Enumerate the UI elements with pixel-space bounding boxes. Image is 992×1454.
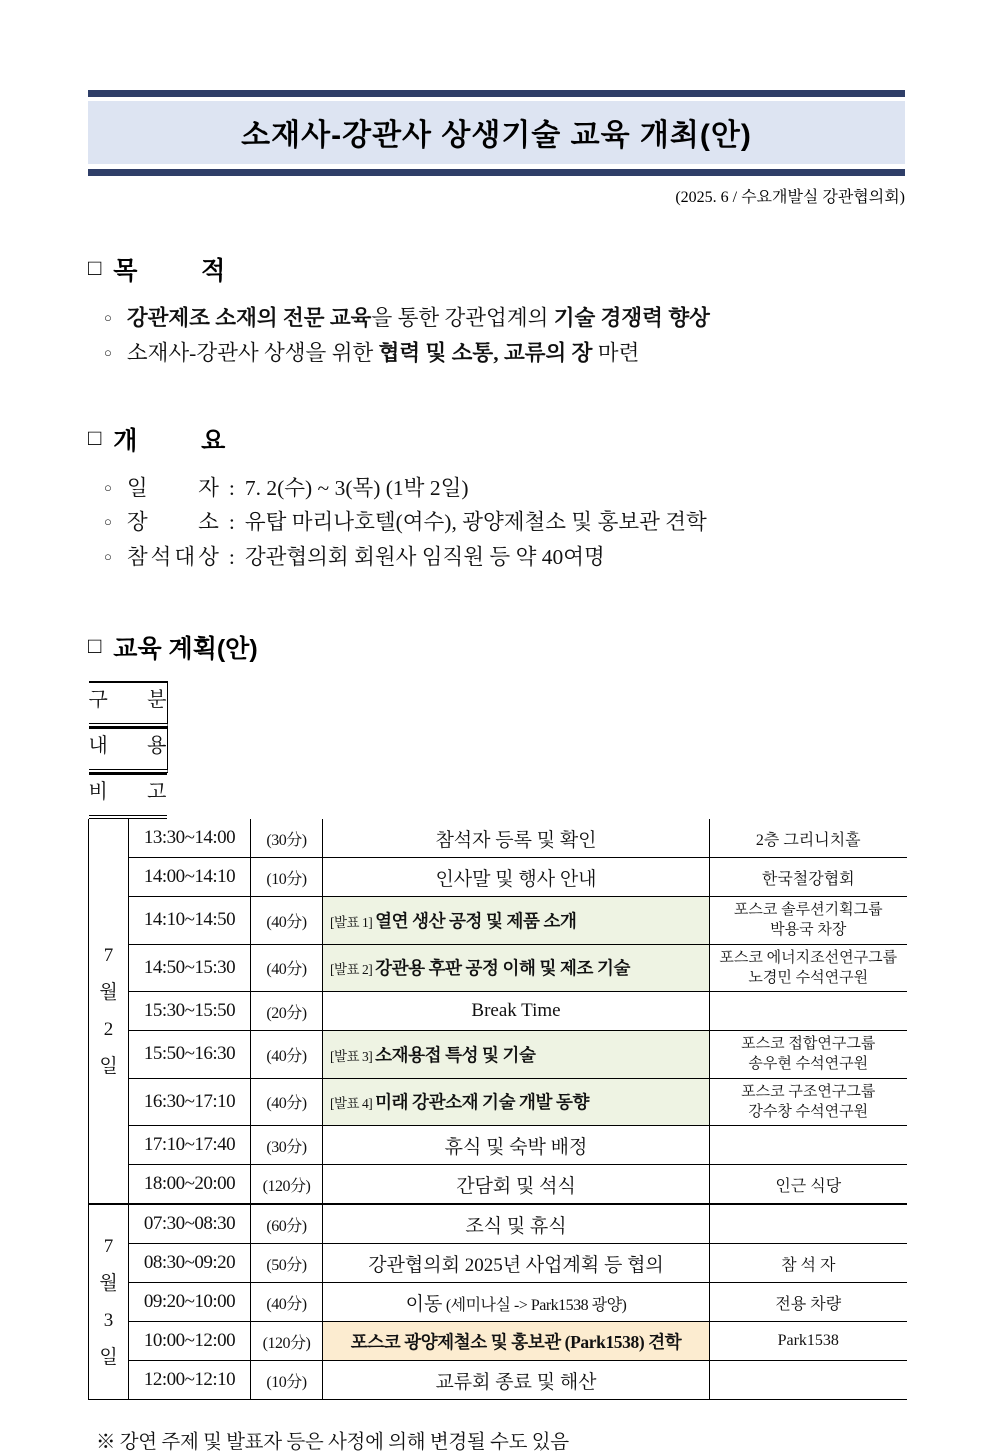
content-cell	[323, 1322, 710, 1361]
circle-bullet-icon: ○	[104, 479, 112, 495]
time-cell: 10:00~12:00	[129, 1322, 251, 1361]
note-cell: 2층 그리니치홀	[710, 819, 907, 858]
content-text: 교류회 종료 및 해산	[435, 1371, 597, 1393]
table-row	[89, 944, 907, 992]
overview-item	[88, 505, 905, 540]
note-cell	[710, 1126, 907, 1165]
content-text: 휴식 및 숙박 배정	[444, 1136, 588, 1158]
note-cell: 포스코 에너지조선연구그룹 노경민 수석연구원	[710, 944, 907, 992]
purpose-item-text: 소재사-강관사 상생을 위한 협력 및 소통, 교류의 장 마련	[126, 340, 640, 365]
title-banner-fill	[88, 101, 905, 164]
section-heading-overview	[88, 421, 905, 457]
presentation-label: [발표 1]	[330, 914, 376, 930]
overview-item-value: 7. 2(수) ~ 3(목) (1박 2일)	[244, 475, 469, 500]
table-row	[89, 1322, 907, 1361]
note-cell	[710, 992, 907, 1031]
note-cell: 전용 차량	[710, 1283, 907, 1322]
duration-cell: (50分)	[251, 1244, 323, 1283]
time-cell: 07:30~08:30	[129, 1204, 251, 1244]
duration-cell: (40分)	[251, 1031, 323, 1079]
note-cell	[710, 1361, 907, 1400]
table-row	[89, 1283, 907, 1322]
overview-item-value: 유탑 마리나호텔(여수), 광양제철소 및 홍보관 견학	[244, 510, 707, 535]
content-cell	[323, 944, 710, 992]
column-header-note: 비 고	[89, 773, 167, 819]
section-heading-purpose	[88, 251, 905, 287]
circle-bullet-icon: ○	[104, 310, 112, 325]
title-banner	[88, 90, 905, 176]
column-header-category: 구 분	[89, 681, 168, 727]
note-cell: 참 석 자	[710, 1244, 907, 1283]
table-row	[89, 1244, 907, 1283]
duration-cell: (120分)	[251, 1322, 323, 1361]
day-cell: 7 월 3 일	[89, 1204, 129, 1400]
circle-bullet-icon: ○	[104, 344, 112, 360]
overview-item-colon: :	[228, 545, 235, 570]
table-row	[89, 858, 907, 897]
table-row	[89, 1165, 907, 1205]
table-row	[89, 1204, 907, 1244]
section-heading-purpose-text: 목 적	[113, 257, 226, 285]
content-cell	[323, 1078, 710, 1126]
duration-cell: (30分)	[251, 1126, 323, 1165]
time-cell: 09:20~10:00	[129, 1283, 251, 1322]
time-cell: 14:00~14:10	[129, 858, 251, 897]
purpose-item	[88, 336, 905, 371]
overview-item-value: 강관협의회 회원사 임직원 등 약 40여명	[244, 545, 605, 570]
table-header-row	[89, 681, 907, 819]
duration-cell: (40分)	[251, 944, 323, 992]
purpose-list	[88, 301, 905, 371]
overview-item-colon: :	[228, 510, 235, 535]
content-text: 참석자 등록 및 확인	[435, 829, 597, 851]
duration-cell: (20分)	[251, 992, 323, 1031]
content-text: 포스코 광양제철소 및 홍보관 (Park1538) 견학	[350, 1331, 682, 1352]
content-text-small: (세미나실 -> Park1538 광양)	[442, 1296, 627, 1314]
circle-bullet-icon: ○	[104, 514, 112, 530]
content-cell	[323, 858, 710, 897]
duration-cell: (10分)	[251, 1361, 323, 1400]
section-heading-overview-text: 개 요	[113, 426, 226, 455]
table-row	[89, 1031, 907, 1079]
overview-item-label: 장 소	[126, 510, 219, 535]
time-cell: 15:30~15:50	[129, 992, 251, 1031]
content-cell	[323, 1283, 710, 1322]
overview-item-colon: :	[228, 475, 235, 500]
content-cell	[323, 1204, 710, 1244]
note-cell	[710, 1204, 907, 1244]
content-cell	[323, 1165, 710, 1205]
overview-list	[88, 471, 905, 575]
time-cell: 13:30~14:00	[129, 819, 251, 858]
content-cell	[323, 1031, 710, 1079]
footnote: ※ 강연 주제 및 발표자 등은 사정에 의해 변경될 수도 있음	[96, 1432, 569, 1454]
duration-cell: (40分)	[251, 1283, 323, 1322]
note-cell: Park1538	[710, 1322, 907, 1361]
time-cell: 08:30~09:20	[129, 1244, 251, 1283]
time-cell: 15:50~16:30	[129, 1031, 251, 1079]
time-cell: 14:50~15:30	[129, 944, 251, 992]
document-meta: (2025. 6 / 수요개발실 강관협의회)	[675, 189, 905, 206]
duration-cell: (60分)	[251, 1204, 323, 1244]
note-cell: 포스코 솔루션기획그룹 박용국 차장	[710, 897, 907, 945]
content-cell	[323, 992, 710, 1031]
overview-item-label: 참 석 대 상	[126, 545, 219, 570]
table-row	[89, 992, 907, 1031]
square-bullet-icon: □	[88, 424, 102, 450]
note-cell: 포스코 구조연구그룹 강수창 수석연구원	[710, 1078, 907, 1126]
circle-bullet-icon: ○	[104, 549, 112, 565]
purpose-item	[88, 301, 905, 336]
table-row	[89, 897, 907, 945]
time-cell: 17:10~17:40	[129, 1126, 251, 1165]
overview-item	[88, 471, 905, 506]
duration-cell: (120分)	[251, 1165, 323, 1205]
content-cell	[323, 1244, 710, 1283]
content-cell	[323, 1126, 710, 1165]
content-text: 소재용접 특성 및 기술	[375, 1044, 536, 1065]
purpose-item-text: 강관제조 소재의 전문 교육을 통한 강관업계의 기술 경쟁력 향상	[126, 306, 710, 330]
square-bullet-icon: □	[88, 255, 102, 280]
content-text: 인사말 및 행사 안내	[435, 868, 597, 890]
time-cell: 18:00~20:00	[129, 1165, 251, 1205]
content-cell	[323, 897, 710, 945]
section-heading-plan	[88, 629, 905, 665]
overview-item	[88, 540, 905, 575]
duration-cell: (40分)	[251, 1078, 323, 1126]
content-text: 간담회 및 석식	[456, 1175, 576, 1197]
table-row	[89, 1078, 907, 1126]
overview-item-label: 일 자	[126, 475, 219, 500]
note-cell: 인근 식당	[710, 1165, 907, 1205]
square-bullet-icon: □	[88, 633, 102, 659]
presentation-label: [발표 2]	[330, 962, 376, 978]
content-text: 열연 생산 공정 및 제품 소개	[375, 910, 577, 931]
content-cell	[323, 1361, 710, 1400]
time-cell: 12:00~12:10	[129, 1361, 251, 1400]
content-cell	[323, 819, 710, 858]
column-header-content: 내 용	[89, 727, 168, 773]
content-text: 미래 강관소재 기술 개발 동향	[375, 1092, 590, 1113]
time-cell: 16:30~17:10	[129, 1078, 251, 1126]
note-cell: 포스코 접합연구그룹 송우현 수석연구원	[710, 1031, 907, 1079]
table-row	[89, 1361, 907, 1400]
content-text: 조식 및 휴식	[465, 1215, 567, 1237]
content-text: 이동	[405, 1293, 443, 1315]
content-text: 강관용 후판 공정 이해 및 제조 기술	[375, 958, 630, 979]
presentation-label: [발표 3]	[330, 1048, 376, 1064]
content-text: Break Time	[471, 1000, 561, 1022]
day-cell: 7 월 2 일	[89, 819, 129, 1204]
table-row	[89, 819, 907, 858]
presentation-label: [발표 4]	[330, 1096, 376, 1112]
duration-cell: (10分)	[251, 858, 323, 897]
time-cell: 14:10~14:50	[129, 897, 251, 945]
table-row	[89, 1126, 907, 1165]
section-heading-plan-text: 교육 계획(안)	[113, 635, 258, 664]
duration-cell: (30分)	[251, 819, 323, 858]
duration-cell: (40分)	[251, 897, 323, 945]
page-title: 소재사-강관사 상생기술 교육 개최(안)	[241, 119, 752, 152]
schedule-table	[88, 681, 907, 1400]
content-text: 강관협의회 2025년 사업계획 등 협의	[368, 1254, 664, 1276]
note-cell: 한국철강협회	[710, 858, 907, 897]
